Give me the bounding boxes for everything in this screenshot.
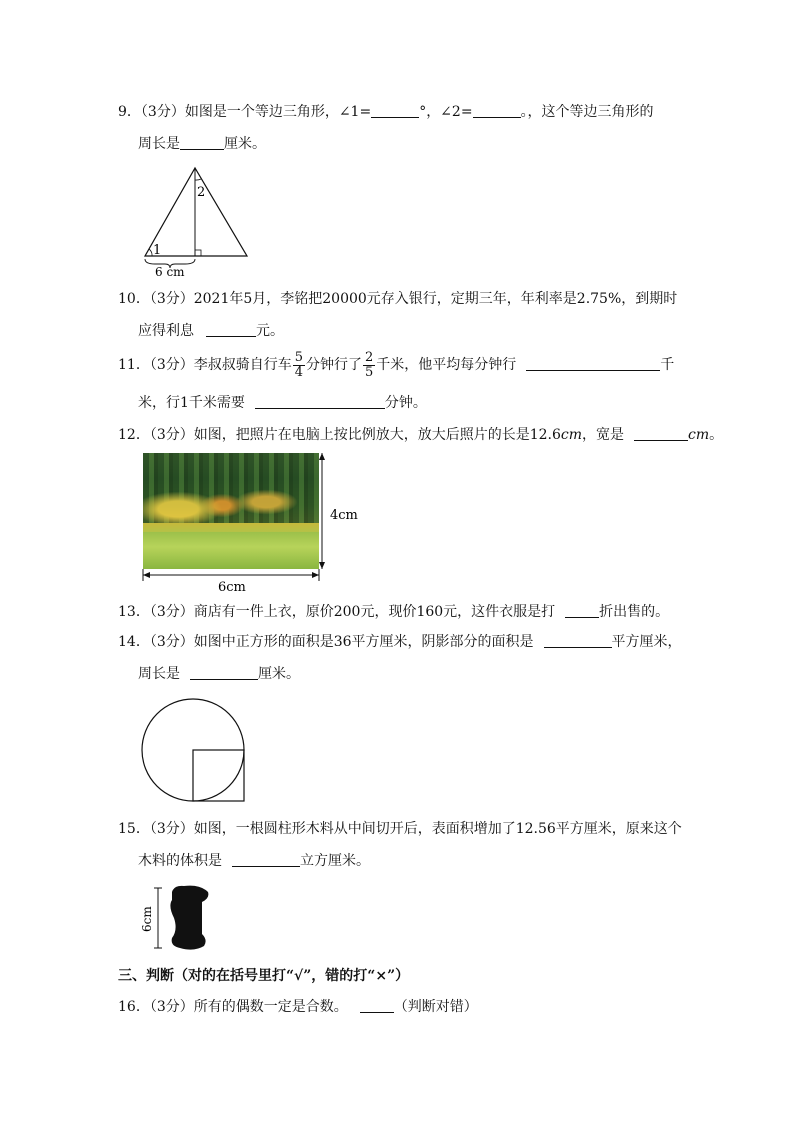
angle2-arc	[195, 179, 201, 180]
wood-height-label: 6cm	[140, 906, 154, 932]
q11-text-f: 分钟。	[384, 395, 427, 411]
q14-blank-perimeter[interactable]	[190, 665, 258, 680]
q16-text-b: （判断对错）	[393, 999, 478, 1015]
q11-text-d: 千	[660, 357, 675, 373]
width-arrow-right	[312, 572, 319, 578]
q15-blank-volume[interactable]	[232, 852, 300, 867]
q12-text-a: 12．（3分）如图，把照片在电脑上按比例放大，放大后照片的长是12.6	[118, 427, 561, 443]
q15-text-b: 立方厘米。	[300, 853, 370, 869]
q11-text-e: 米，行1千米需要	[138, 395, 245, 411]
width-label: 6cm	[218, 580, 246, 595]
q10-line1: 10．（3分）2021年5月，李铭把20000元存入银行，定期三年，年利率是2.75%，到期时	[118, 291, 678, 307]
q11-fraction-time: $\frac{5}{4}$	[294, 349, 304, 380]
q13-blank-discount[interactable]	[565, 603, 599, 618]
right-angle-mark	[195, 250, 201, 256]
q12-text-b: ，宽是	[582, 427, 625, 443]
q13-text-a: 13．（3分）商店有一件上衣，原价200元，现价160元，这件衣服是打	[118, 604, 556, 620]
q14-line1	[118, 632, 682, 652]
q16-line1	[118, 997, 478, 1017]
q9-triangle-figure	[135, 160, 255, 280]
q9-text-a: 9．（3分）如图是一个等边三角形，∠1=	[118, 104, 372, 120]
q10-line2	[138, 321, 284, 341]
q14-text-d: 厘米。	[258, 666, 300, 682]
q9-text-d: 周长是	[138, 136, 180, 152]
q12-blank-width[interactable]	[634, 426, 688, 441]
width-arrow-left	[143, 572, 150, 578]
q14-line2	[138, 664, 300, 684]
q9-text-b: °，∠2=	[419, 104, 473, 120]
q14-circle-figure	[138, 692, 253, 810]
q11-text-c: 千米，他平均每分钟行	[376, 357, 517, 373]
q11-blank-time[interactable]	[255, 394, 385, 409]
q16-blank-judge[interactable]	[360, 998, 394, 1013]
section3-title: 三、判断（对的在括号里打“√”，错的打“×”）	[118, 968, 410, 984]
q11-line1	[118, 350, 674, 380]
q11-fraction-distance: $\frac{2}{5}$	[365, 349, 374, 380]
q11-text-a: 11．（3分）李叔叔骑自行车	[118, 357, 292, 373]
q15-line1: 15．（3分）如图，一根圆柱形木料从中间切开后，表面积增加了12.56平方厘米，原来这个	[118, 821, 682, 837]
q9-text-c: 。，这个等边三角形的	[520, 104, 654, 120]
q11-line2	[138, 393, 427, 413]
q11-blank-speed[interactable]	[526, 356, 660, 371]
q13-line1	[118, 602, 669, 622]
q16-text-a: 16．（3分）所有的偶数一定是合数。	[118, 999, 348, 1015]
shaded-region	[193, 750, 244, 801]
q15-line2	[138, 851, 370, 871]
angle1-label: 1	[153, 243, 162, 258]
q14-text-b: 平方厘米，	[611, 634, 682, 650]
q14-text-a: 14．（3分）如图中正方形的面积是36平方厘米，阴影部分的面积是	[118, 634, 534, 650]
q10-text-b: 元。	[256, 323, 284, 339]
base-label: 6 cm	[155, 265, 185, 279]
q15-wood-figure	[138, 882, 218, 954]
angle1-arc	[149, 249, 152, 256]
q14-blank-area[interactable]	[544, 633, 612, 648]
wood-log-shape	[170, 886, 208, 950]
q9-blank-perimeter[interactable]	[180, 135, 224, 150]
q10-text-a: 应得利息	[138, 323, 194, 339]
height-arrow-bottom	[319, 562, 325, 569]
q9-blank-angle2[interactable]	[473, 103, 521, 118]
q13-text-b: 折出售的。	[599, 604, 670, 620]
q9-line2	[138, 134, 266, 154]
q9-blank-angle1[interactable]	[371, 103, 419, 118]
angle2-label: 2	[197, 185, 206, 200]
q12-unit1: cm	[560, 427, 583, 443]
q12-line1	[118, 425, 723, 445]
q15-text-a: 木料的体积是	[138, 853, 222, 869]
height-label: 4cm	[330, 508, 358, 523]
q12-text-c: 。	[709, 427, 724, 443]
q9-text-e: 厘米。	[224, 136, 266, 152]
q9-line1	[118, 102, 654, 122]
q12-unit2: cm	[688, 427, 710, 443]
q12-dimension-lines	[138, 448, 368, 598]
square-shape	[193, 750, 244, 801]
q14-text-c: 周长是	[138, 666, 180, 682]
q10-blank-interest[interactable]	[206, 322, 256, 337]
q11-text-b: 分钟行了	[306, 357, 363, 373]
height-arrow-top	[319, 453, 325, 460]
